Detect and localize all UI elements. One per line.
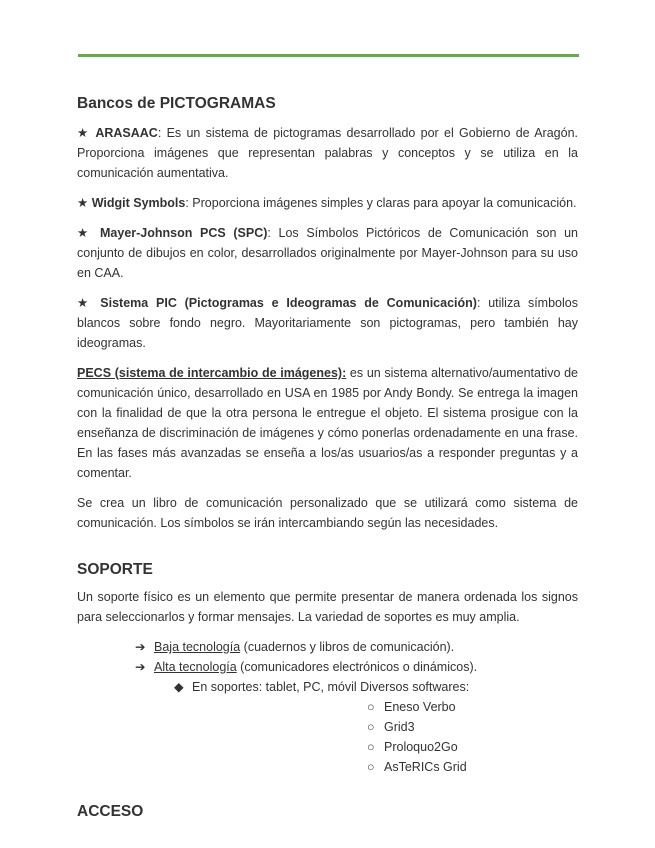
arasaac-paragraph [77, 123, 578, 183]
list-item-alta [77, 657, 578, 677]
baja-tecnologia-text: (cuadernos y libros de comunicación). [240, 640, 455, 654]
mayer-johnson-paragraph [77, 223, 578, 283]
star-icon: ★ [77, 196, 89, 210]
sistema-pic-paragraph [77, 293, 578, 353]
widgit-paragraph [77, 193, 578, 213]
document-page [77, 95, 578, 821]
circle-bullet-icon: ○ [367, 760, 375, 774]
list-item-baja [77, 637, 578, 657]
pecs-text: es un sistema alternativo/aumentativo de comunicación único, desarrollado en USA en 1985 por Andy Bondy. Se entrega la imagen con la finalidad de que la otra persona le entregue el objeto. El sistema prosigue con la enseñanza de discriminación de imágenes y cómo ponerlas ordenadamente en una frase. En las fases más avanzadas se enseña a los/as usuarios/as a responder preguntas y a comentar. [77, 366, 579, 480]
widgit-text: : Proporciona imágenes simples y claras para apoyar la comunicación. [185, 196, 577, 210]
software-name: AsTeRICs Grid [384, 760, 467, 774]
circle-bullet-icon: ○ [367, 700, 375, 714]
arrow-icon: ➔ [135, 660, 146, 674]
arasaac-text: : Es un sistema de pictogramas desarrollado por el Gobierno de Aragón. Proporciona imágenes que representan palabras y conceptos y se utiliza en la comunicación aumentativa. [77, 126, 578, 180]
soporte-heading: SOPORTE [77, 561, 153, 578]
alta-tecnologia-link[interactable]: Alta tecnología [154, 660, 237, 674]
software-name: Proloquo2Go [384, 740, 458, 754]
acceso-heading: ACCESO [77, 803, 144, 820]
bancos-heading: Bancos de PICTOGRAMAS [77, 95, 276, 112]
list-item-soportes [77, 677, 578, 697]
mayer-johnson-text: : Los Símbolos Pictóricos de Comunicación son un conjunto de dibujos en color, desarrollados originalmente por Mayer-Johnson para su uso en CAA. [77, 226, 578, 280]
alta-tecnologia-text: (comunicadores electrónicos o dinámicos). [236, 660, 478, 674]
widgit-name: Widgit Symbols [91, 196, 186, 210]
libro-paragraph: Se crea un libro de comunicación personalizado que se utilizará como sistema de comunicación. Los símbolos se irán intercambiando según las necesidades. [77, 496, 578, 530]
green-divider-rule [78, 54, 579, 57]
star-icon: ★ [77, 226, 93, 240]
soporte-list [77, 637, 578, 777]
software-item [77, 757, 578, 777]
baja-tecnologia-link[interactable]: Baja tecnología [154, 640, 241, 654]
arasaac-name: ARASAAC [95, 126, 158, 140]
diamond-bullet-icon: ◆ [174, 680, 184, 694]
pecs-title: PECS (sistema de intercambio de imágenes): [77, 366, 347, 380]
soporte-intro: Un soporte físico es un elemento que permite presentar de manera ordenada los signos para seleccionarlos y formar mensajes. La variedad de soportes es muy amplia. [77, 590, 578, 624]
star-icon: ★ [77, 126, 91, 140]
sistema-pic-text: : utiliza símbolos blancos sobre fondo negro. Mayoritariamente son pictogramas, pero también hay ideogramas. [77, 296, 578, 350]
arrow-icon: ➔ [135, 640, 146, 654]
software-name: Eneso Verbo [384, 700, 456, 714]
circle-bullet-icon: ○ [367, 740, 375, 754]
mayer-johnson-name: Mayer-Johnson PCS (SPC) [100, 226, 268, 240]
software-item [77, 697, 578, 717]
soportes-text: En soportes: tablet, PC, móvil Diversos softwares: [192, 680, 470, 694]
circle-bullet-icon: ○ [367, 720, 375, 734]
star-icon: ★ [77, 296, 93, 310]
software-item [77, 717, 578, 737]
software-item [77, 737, 578, 757]
pecs-paragraph [77, 363, 578, 483]
software-name: Grid3 [384, 720, 415, 734]
sistema-pic-name: Sistema PIC (Pictogramas e Ideogramas de Comunicación) [100, 296, 477, 310]
